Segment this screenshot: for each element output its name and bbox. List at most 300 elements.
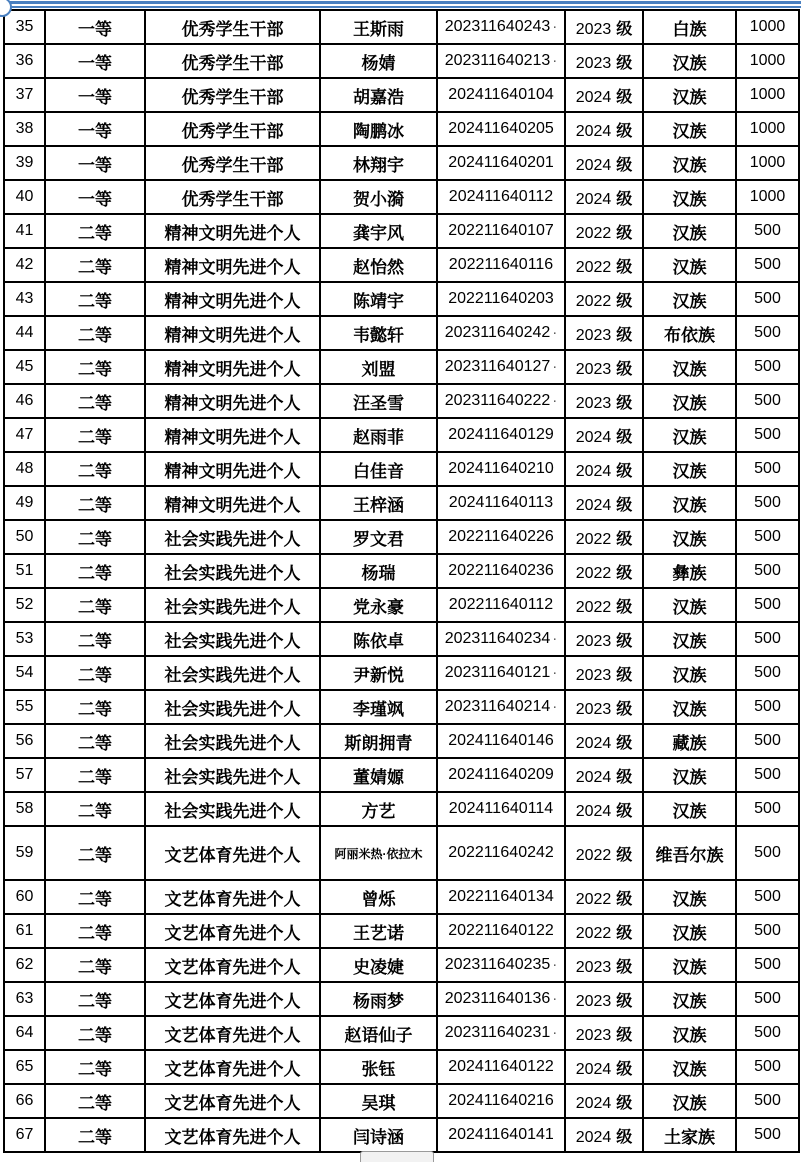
ethnicity-cell: 汉族 xyxy=(643,214,736,248)
tier-cell: 二等 xyxy=(45,982,145,1016)
row-number-cell: 42 xyxy=(4,248,45,282)
ethnicity-cell: 汉族 xyxy=(643,1016,736,1050)
ethnicity-cell: 汉族 xyxy=(643,486,736,520)
student-id-cell: 202311640127 · xyxy=(437,350,565,384)
award-title-cell: 精神文明先进个人 xyxy=(145,350,320,384)
table-row xyxy=(4,10,799,44)
row-number-cell: 57 xyxy=(4,758,45,792)
student-id-cell: 202211640203 xyxy=(437,282,565,316)
name-cell: 陈靖宇 xyxy=(320,282,437,316)
student-id-cell: 202411640216 xyxy=(437,1084,565,1118)
row-number-cell: 65 xyxy=(4,1050,45,1084)
table-row xyxy=(4,112,799,146)
grade-year: 2024 xyxy=(575,462,612,480)
amount-cell: 500 xyxy=(736,248,799,282)
student-id-cell: 202311640242 · xyxy=(437,316,565,350)
amount-cell: 500 xyxy=(736,282,799,316)
grade-cell xyxy=(565,1050,643,1084)
grade-suffix: 级 xyxy=(616,156,633,174)
hidden-char-mark: · xyxy=(552,698,558,715)
awards-table-body xyxy=(4,10,799,1152)
name-cell: 方艺 xyxy=(320,792,437,826)
table-row xyxy=(4,78,799,112)
ethnicity-cell: 汉族 xyxy=(643,758,736,792)
grade-year: 2023 xyxy=(575,700,612,718)
row-number-cell: 41 xyxy=(4,214,45,248)
ethnicity-cell: 彝族 xyxy=(643,554,736,588)
ethnicity-cell: 汉族 xyxy=(643,792,736,826)
grade-suffix: 级 xyxy=(616,326,633,344)
grade-suffix: 级 xyxy=(616,496,633,514)
amount-cell: 500 xyxy=(736,758,799,792)
student-id-cell: 202311640243 · xyxy=(437,10,565,44)
grade-suffix: 级 xyxy=(616,530,633,548)
grade-suffix: 级 xyxy=(616,428,633,446)
grade-cell xyxy=(565,758,643,792)
award-title-cell: 优秀学生干部 xyxy=(145,180,320,214)
grade-year: 2023 xyxy=(575,394,612,412)
hidden-char-mark: · xyxy=(552,956,558,973)
tier-cell: 二等 xyxy=(45,948,145,982)
grade-cell xyxy=(565,982,643,1016)
amount-cell: 1000 xyxy=(736,44,799,78)
ethnicity-cell: 汉族 xyxy=(643,914,736,948)
grade-cell xyxy=(565,452,643,486)
hidden-char-mark: · xyxy=(552,358,558,375)
grade-cell xyxy=(565,948,643,982)
tier-cell: 二等 xyxy=(45,384,145,418)
hidden-char-mark: · xyxy=(552,324,558,341)
row-number-cell: 63 xyxy=(4,982,45,1016)
grade-year: 2023 xyxy=(575,54,612,72)
student-id-cell: 202411640205 xyxy=(437,112,565,146)
tier-cell: 二等 xyxy=(45,282,145,316)
award-title-cell: 优秀学生干部 xyxy=(145,10,320,44)
table-row xyxy=(4,1118,799,1152)
grade-cell xyxy=(565,1118,643,1152)
grade-suffix: 级 xyxy=(616,292,633,310)
grade-suffix: 级 xyxy=(616,768,633,786)
grade-suffix: 级 xyxy=(616,992,633,1010)
name-cell: 尹新悦 xyxy=(320,656,437,690)
amount-cell: 500 xyxy=(736,452,799,486)
hidden-char-mark: · xyxy=(552,990,558,1007)
grade-cell xyxy=(565,826,643,880)
award-title-cell: 精神文明先进个人 xyxy=(145,486,320,520)
ethnicity-cell: 汉族 xyxy=(643,384,736,418)
grade-cell xyxy=(565,350,643,384)
ethnicity-cell: 汉族 xyxy=(643,948,736,982)
row-number-cell: 53 xyxy=(4,622,45,656)
grade-suffix: 级 xyxy=(616,632,633,650)
table-row xyxy=(4,554,799,588)
ethnicity-cell: 汉族 xyxy=(643,690,736,724)
ethnicity-cell: 汉族 xyxy=(643,452,736,486)
student-id-cell: 202211640112 xyxy=(437,588,565,622)
table-row xyxy=(4,146,799,180)
row-number-cell: 46 xyxy=(4,384,45,418)
amount-cell: 500 xyxy=(736,1016,799,1050)
amount-cell: 1000 xyxy=(736,112,799,146)
hidden-char-mark: · xyxy=(552,392,558,409)
name-cell: 阿丽米热·依拉木 xyxy=(320,826,437,880)
table-row xyxy=(4,214,799,248)
grade-cell xyxy=(565,724,643,758)
amount-cell: 500 xyxy=(736,792,799,826)
name-cell: 李瑾飒 xyxy=(320,690,437,724)
amount-cell: 500 xyxy=(736,554,799,588)
grade-year: 2023 xyxy=(575,20,612,38)
tier-cell: 一等 xyxy=(45,78,145,112)
ethnicity-cell: 布依族 xyxy=(643,316,736,350)
award-title-cell: 精神文明先进个人 xyxy=(145,282,320,316)
row-number-cell: 54 xyxy=(4,656,45,690)
student-id-cell: 202411640114 xyxy=(437,792,565,826)
table-row xyxy=(4,948,799,982)
name-cell: 陶鹏冰 xyxy=(320,112,437,146)
grade-cell xyxy=(565,792,643,826)
grade-suffix: 级 xyxy=(616,1094,633,1112)
grade-year: 2022 xyxy=(575,598,612,616)
table-row xyxy=(4,914,799,948)
table-row xyxy=(4,418,799,452)
grade-year: 2022 xyxy=(575,846,612,864)
student-id-cell: 202211640122 xyxy=(437,914,565,948)
amount-cell: 500 xyxy=(736,418,799,452)
row-number-cell: 37 xyxy=(4,78,45,112)
grade-cell xyxy=(565,486,643,520)
tier-cell: 一等 xyxy=(45,146,145,180)
table-row xyxy=(4,486,799,520)
row-number-cell: 56 xyxy=(4,724,45,758)
grade-cell xyxy=(565,1084,643,1118)
student-id-cell: 202311640235 · xyxy=(437,948,565,982)
row-number-cell: 45 xyxy=(4,350,45,384)
table-row xyxy=(4,690,799,724)
table-row xyxy=(4,622,799,656)
grade-cell xyxy=(565,180,643,214)
name-cell: 赵语仙子 xyxy=(320,1016,437,1050)
award-title-cell: 社会实践先进个人 xyxy=(145,792,320,826)
amount-cell: 1000 xyxy=(736,10,799,44)
grade-suffix: 级 xyxy=(616,88,633,106)
student-id-cell: 202311640231 · xyxy=(437,1016,565,1050)
grade-suffix: 级 xyxy=(616,846,633,864)
amount-cell: 500 xyxy=(736,982,799,1016)
student-id-cell: 202211640134 xyxy=(437,880,565,914)
table-row xyxy=(4,656,799,690)
grade-suffix: 级 xyxy=(616,1128,633,1146)
award-title-cell: 社会实践先进个人 xyxy=(145,554,320,588)
amount-cell: 500 xyxy=(736,1084,799,1118)
tier-cell: 二等 xyxy=(45,588,145,622)
table-row xyxy=(4,588,799,622)
student-id-cell: 202311640136 · xyxy=(437,982,565,1016)
name-cell: 史凌婕 xyxy=(320,948,437,982)
grade-year: 2023 xyxy=(575,958,612,976)
amount-cell: 500 xyxy=(736,880,799,914)
tier-cell: 二等 xyxy=(45,248,145,282)
grade-cell xyxy=(565,248,643,282)
tier-cell: 二等 xyxy=(45,520,145,554)
grade-year: 2024 xyxy=(575,496,612,514)
award-title-cell: 文艺体育先进个人 xyxy=(145,1118,320,1152)
grade-cell xyxy=(565,622,643,656)
hidden-char-mark: · xyxy=(552,52,558,69)
scholarship-table xyxy=(3,9,800,1153)
grade-year: 2022 xyxy=(575,258,612,276)
grade-year: 2023 xyxy=(575,326,612,344)
award-title-cell: 文艺体育先进个人 xyxy=(145,826,320,880)
grade-suffix: 级 xyxy=(616,700,633,718)
name-cell: 闫诗涵 xyxy=(320,1118,437,1152)
name-cell: 贺小漪 xyxy=(320,180,437,214)
table-row xyxy=(4,880,799,914)
name-cell: 刘盟 xyxy=(320,350,437,384)
grade-year: 2022 xyxy=(575,924,612,942)
hidden-char-mark: · xyxy=(552,18,558,35)
student-id-cell: 202311640213 · xyxy=(437,44,565,78)
grade-suffix: 级 xyxy=(616,890,633,908)
name-cell: 陈依卓 xyxy=(320,622,437,656)
table-row xyxy=(4,826,799,880)
row-number-cell: 35 xyxy=(4,10,45,44)
award-title-cell: 优秀学生干部 xyxy=(145,78,320,112)
name-cell: 党永豪 xyxy=(320,588,437,622)
row-number-cell: 59 xyxy=(4,826,45,880)
amount-cell: 500 xyxy=(736,588,799,622)
student-id-cell: 202311640121 · xyxy=(437,656,565,690)
grade-cell xyxy=(565,112,643,146)
tier-cell: 二等 xyxy=(45,418,145,452)
name-cell: 杨婧 xyxy=(320,44,437,78)
grade-cell xyxy=(565,418,643,452)
grade-suffix: 级 xyxy=(616,394,633,412)
row-number-cell: 49 xyxy=(4,486,45,520)
tier-cell: 二等 xyxy=(45,914,145,948)
ethnicity-cell: 汉族 xyxy=(643,350,736,384)
ethnicity-cell: 汉族 xyxy=(643,112,736,146)
row-number-cell: 36 xyxy=(4,44,45,78)
tier-cell: 二等 xyxy=(45,554,145,588)
row-number-cell: 62 xyxy=(4,948,45,982)
tier-cell: 二等 xyxy=(45,1016,145,1050)
row-number-cell: 60 xyxy=(4,880,45,914)
grade-cell xyxy=(565,10,643,44)
name-cell: 汪圣雪 xyxy=(320,384,437,418)
student-id-cell: 202411640129 xyxy=(437,418,565,452)
grade-suffix: 级 xyxy=(616,1026,633,1044)
grade-year: 2024 xyxy=(575,1060,612,1078)
student-id-cell: 202211640236 xyxy=(437,554,565,588)
table-row xyxy=(4,792,799,826)
ethnicity-cell: 白族 xyxy=(643,10,736,44)
table-row xyxy=(4,452,799,486)
name-cell: 董婧嫄 xyxy=(320,758,437,792)
table-row xyxy=(4,282,799,316)
blue-rule-top xyxy=(0,1,801,4)
award-title-cell: 优秀学生干部 xyxy=(145,112,320,146)
name-cell: 王梓涵 xyxy=(320,486,437,520)
award-title-cell: 文艺体育先进个人 xyxy=(145,948,320,982)
award-title-cell: 精神文明先进个人 xyxy=(145,214,320,248)
tier-cell: 二等 xyxy=(45,452,145,486)
grade-cell xyxy=(565,520,643,554)
grade-cell xyxy=(565,1016,643,1050)
name-cell: 胡嘉浩 xyxy=(320,78,437,112)
grade-suffix: 级 xyxy=(616,360,633,378)
grade-cell xyxy=(565,656,643,690)
row-number-cell: 61 xyxy=(4,914,45,948)
table-row xyxy=(4,180,799,214)
grade-year: 2023 xyxy=(575,992,612,1010)
grade-cell xyxy=(565,554,643,588)
grade-suffix: 级 xyxy=(616,802,633,820)
grade-year: 2024 xyxy=(575,802,612,820)
award-title-cell: 精神文明先进个人 xyxy=(145,248,320,282)
name-cell: 曾烁 xyxy=(320,880,437,914)
amount-cell: 500 xyxy=(736,656,799,690)
award-title-cell: 优秀学生干部 xyxy=(145,44,320,78)
table-row xyxy=(4,982,799,1016)
grade-year: 2023 xyxy=(575,666,612,684)
row-number-cell: 44 xyxy=(4,316,45,350)
row-number-cell: 50 xyxy=(4,520,45,554)
table-row xyxy=(4,1016,799,1050)
row-number-cell: 39 xyxy=(4,146,45,180)
award-title-cell: 精神文明先进个人 xyxy=(145,316,320,350)
ethnicity-cell: 汉族 xyxy=(643,180,736,214)
tier-cell: 一等 xyxy=(45,44,145,78)
row-number-cell: 43 xyxy=(4,282,45,316)
tier-cell: 二等 xyxy=(45,622,145,656)
ethnicity-cell: 汉族 xyxy=(643,44,736,78)
name-cell: 王斯雨 xyxy=(320,10,437,44)
student-id-cell: 202411640122 xyxy=(437,1050,565,1084)
award-title-cell: 社会实践先进个人 xyxy=(145,690,320,724)
student-id-cell: 202311640222 · xyxy=(437,384,565,418)
grade-cell xyxy=(565,282,643,316)
grade-suffix: 级 xyxy=(616,1060,633,1078)
grade-year: 2024 xyxy=(575,734,612,752)
grade-year: 2024 xyxy=(575,768,612,786)
grade-year: 2023 xyxy=(575,632,612,650)
tier-cell: 二等 xyxy=(45,1050,145,1084)
grade-year: 2024 xyxy=(575,88,612,106)
student-id-cell: 202211640242 xyxy=(437,826,565,880)
row-number-cell: 64 xyxy=(4,1016,45,1050)
grade-year: 2024 xyxy=(575,1128,612,1146)
student-id-cell: 202411640201 xyxy=(437,146,565,180)
name-cell: 龚宇风 xyxy=(320,214,437,248)
name-cell: 吴琪 xyxy=(320,1084,437,1118)
ethnicity-cell: 汉族 xyxy=(643,622,736,656)
tier-cell: 二等 xyxy=(45,214,145,248)
grade-cell xyxy=(565,690,643,724)
grade-year: 2024 xyxy=(575,1094,612,1112)
grade-year: 2024 xyxy=(575,190,612,208)
amount-cell: 500 xyxy=(736,486,799,520)
row-number-cell: 66 xyxy=(4,1084,45,1118)
grade-suffix: 级 xyxy=(616,224,633,242)
ethnicity-cell: 汉族 xyxy=(643,418,736,452)
table-row xyxy=(4,1050,799,1084)
award-title-cell: 文艺体育先进个人 xyxy=(145,1084,320,1118)
amount-cell: 500 xyxy=(736,622,799,656)
grade-suffix: 级 xyxy=(616,462,633,480)
award-title-cell: 社会实践先进个人 xyxy=(145,520,320,554)
grade-cell xyxy=(565,316,643,350)
grade-cell xyxy=(565,44,643,78)
student-id-cell: 202311640214 · xyxy=(437,690,565,724)
grade-year: 2024 xyxy=(575,122,612,140)
ethnicity-cell: 维吾尔族 xyxy=(643,826,736,880)
amount-cell: 500 xyxy=(736,1050,799,1084)
table-row xyxy=(4,1084,799,1118)
amount-cell: 1000 xyxy=(736,78,799,112)
tier-cell: 二等 xyxy=(45,656,145,690)
award-title-cell: 文艺体育先进个人 xyxy=(145,1016,320,1050)
award-title-cell: 文艺体育先进个人 xyxy=(145,880,320,914)
grade-suffix: 级 xyxy=(616,666,633,684)
popup-fragment xyxy=(360,1151,434,1162)
table-row xyxy=(4,724,799,758)
name-cell: 赵怡然 xyxy=(320,248,437,282)
grade-year: 2024 xyxy=(575,156,612,174)
grade-year: 2022 xyxy=(575,292,612,310)
grade-suffix: 级 xyxy=(616,734,633,752)
amount-cell: 500 xyxy=(736,520,799,554)
award-title-cell: 社会实践先进个人 xyxy=(145,656,320,690)
name-cell: 韦懿轩 xyxy=(320,316,437,350)
hidden-char-mark: · xyxy=(552,630,558,647)
name-cell: 罗文君 xyxy=(320,520,437,554)
table-row xyxy=(4,520,799,554)
grade-cell xyxy=(565,384,643,418)
grade-cell xyxy=(565,214,643,248)
row-number-cell: 40 xyxy=(4,180,45,214)
ethnicity-cell: 汉族 xyxy=(643,520,736,554)
grade-suffix: 级 xyxy=(616,564,633,582)
award-title-cell: 精神文明先进个人 xyxy=(145,452,320,486)
tier-cell: 二等 xyxy=(45,1084,145,1118)
amount-cell: 500 xyxy=(736,690,799,724)
tier-cell: 一等 xyxy=(45,112,145,146)
ethnicity-cell: 汉族 xyxy=(643,982,736,1016)
name-cell: 林翔宇 xyxy=(320,146,437,180)
table-row xyxy=(4,248,799,282)
amount-cell: 500 xyxy=(736,1118,799,1152)
student-id-cell: 202411640112 xyxy=(437,180,565,214)
tier-cell: 二等 xyxy=(45,486,145,520)
ethnicity-cell: 汉族 xyxy=(643,78,736,112)
amount-cell: 500 xyxy=(736,948,799,982)
hidden-char-mark: · xyxy=(552,1024,558,1041)
grade-suffix: 级 xyxy=(616,258,633,276)
row-number-cell: 52 xyxy=(4,588,45,622)
grade-cell xyxy=(565,880,643,914)
row-number-cell: 48 xyxy=(4,452,45,486)
student-id-cell: 202411640104 xyxy=(437,78,565,112)
amount-cell: 500 xyxy=(736,826,799,880)
grade-cell xyxy=(565,146,643,180)
row-number-cell: 58 xyxy=(4,792,45,826)
amount-cell: 500 xyxy=(736,914,799,948)
amount-cell: 500 xyxy=(736,316,799,350)
grade-cell xyxy=(565,588,643,622)
tier-cell: 二等 xyxy=(45,724,145,758)
student-id-cell: 202211640107 xyxy=(437,214,565,248)
